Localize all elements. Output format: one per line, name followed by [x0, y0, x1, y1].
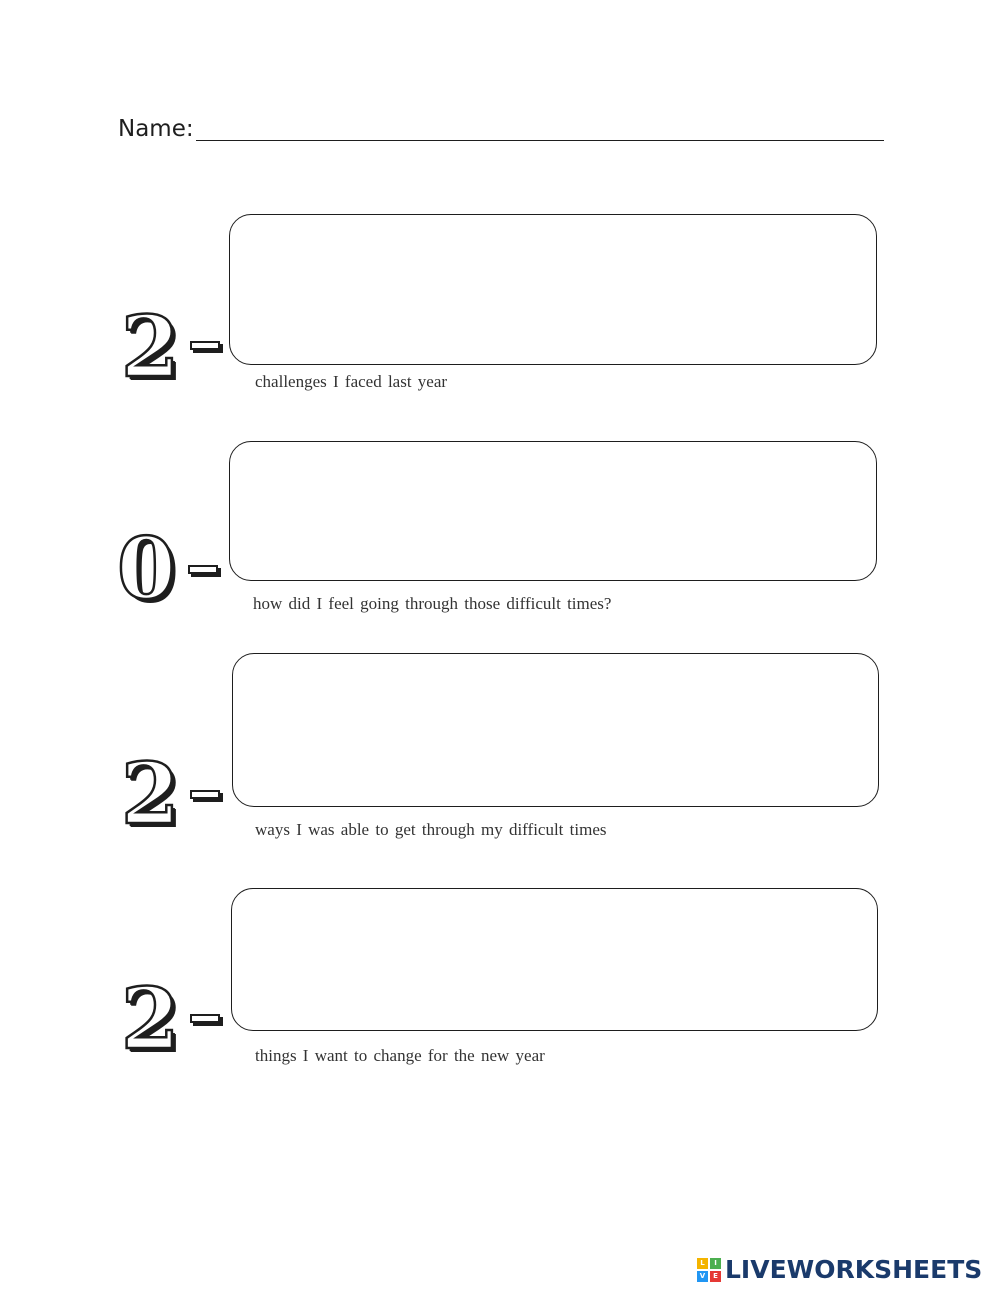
- prompt-4: things I want to change for the new year: [255, 1046, 545, 1065]
- year-digit-3: 2: [121, 744, 180, 843]
- dash-4: [190, 1014, 220, 1023]
- logo-mark-letter: E: [710, 1271, 721, 1282]
- dash-2: [188, 565, 218, 574]
- liveworksheets-mark-icon: [697, 1258, 721, 1282]
- liveworksheets-wordmark: LIVEWORKSHEETS: [725, 1255, 983, 1284]
- name-input-line[interactable]: [196, 140, 884, 141]
- prompt-2: how did I feel going through those difficult times?: [253, 594, 612, 613]
- dash-3: [190, 790, 220, 799]
- logo-mark-letter: L: [697, 1258, 708, 1269]
- logo-mark-letter: V: [697, 1271, 708, 1282]
- year-digit-4: 2: [121, 969, 180, 1068]
- year-digit-1: 2: [121, 297, 180, 396]
- answer-box-3[interactable]: [232, 653, 879, 807]
- dash-1: [190, 341, 220, 350]
- liveworksheets-logo: [697, 1255, 982, 1284]
- answer-box-1[interactable]: [229, 214, 877, 365]
- name-label: Name:: [118, 116, 194, 142]
- answer-box-2[interactable]: [229, 441, 877, 581]
- prompt-3: ways I was able to get through my difficult times: [255, 820, 607, 839]
- name-row: [118, 118, 884, 141]
- prompt-1: challenges I faced last year: [255, 372, 448, 391]
- answer-box-4[interactable]: [231, 888, 878, 1031]
- logo-mark-letter: I: [710, 1258, 721, 1269]
- year-digit-2: 0: [117, 519, 176, 618]
